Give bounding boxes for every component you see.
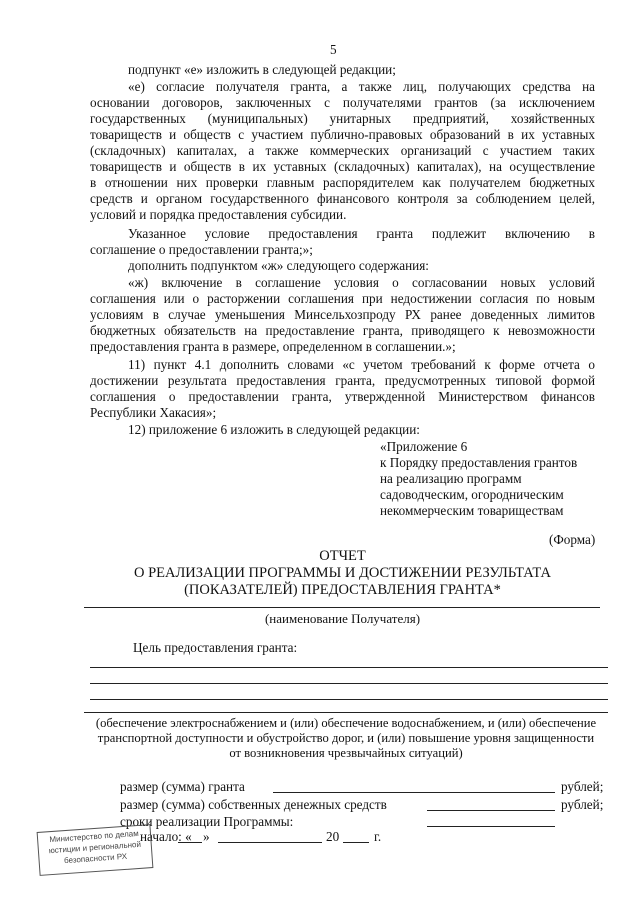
form-label: (Форма) bbox=[549, 532, 596, 547]
grant-amount-input[interactable] bbox=[273, 792, 555, 793]
text-line: Указанное условие предоставления гранта подлежит включению в bbox=[128, 226, 595, 241]
appendix-line: садоводческим, огородническим bbox=[380, 487, 564, 502]
text-line: предоставления гранта в размере, определенном в соглашении.»; bbox=[90, 339, 456, 354]
text-line: товариществ и обществ с участием публично-правовых образований в их уставных bbox=[90, 127, 595, 142]
text-line: соглашения о предоставлении гранта, утвержденной Министерством финансов bbox=[90, 389, 595, 404]
goal-input-line[interactable] bbox=[90, 699, 608, 700]
start-month-input[interactable] bbox=[218, 842, 322, 843]
currency-label: рублей; bbox=[561, 779, 604, 794]
appendix-line: к Порядку предоставления грантов bbox=[380, 455, 578, 470]
recipient-caption: (наименование Получателя) bbox=[264, 611, 421, 626]
start-label: начало: « bbox=[140, 829, 192, 844]
text-line: основании договоров, заключенных с получателями грантов (за исключением bbox=[90, 95, 595, 110]
appendix-line: некоммерческим товариществам bbox=[380, 503, 564, 518]
text-line: средств и органом государственного финансового контроля за соблюдением целей, bbox=[90, 191, 595, 206]
text-line: достижении результата предоставления гранта, предусмотренных типовой формой bbox=[90, 373, 595, 388]
appendix-line: на реализацию программ bbox=[380, 471, 522, 486]
text-line: в отношении них проверки главным распорядителем как получателем бюджетных bbox=[90, 175, 595, 190]
year-prefix: 20 bbox=[326, 829, 340, 844]
text-line: соглашение о предоставлении гранта;»; bbox=[90, 242, 313, 257]
text-line: товариществ и обществ в их уставных (складочных) капиталах), на осуществление bbox=[90, 159, 595, 174]
currency-label: рублей; bbox=[561, 797, 604, 812]
report-title: (ПОКАЗАТЕЛЕЙ) ПРЕДОСТАВЛЕНИЯ ГРАНТА* bbox=[184, 582, 501, 598]
goal-caption: транспортной доступности и обустройство дорог, и (или) повышение уровня защищенности bbox=[97, 731, 595, 745]
goal-input-line[interactable] bbox=[90, 667, 608, 668]
goal-label: Цель предоставления гранта: bbox=[133, 640, 298, 655]
own-funds-input[interactable] bbox=[427, 810, 555, 811]
text-line: Республики Хакасия»; bbox=[90, 405, 217, 420]
report-title: ОТЧЕТ bbox=[319, 548, 366, 564]
goal-caption: от возникновения чрезвычайных ситуаций) bbox=[229, 746, 463, 760]
stamp-line: юстиции и региональной bbox=[48, 839, 142, 856]
text-line: бюджетных обязательств на предоставление гранта, приводящего к невозможности bbox=[90, 323, 595, 338]
terms-input[interactable] bbox=[427, 826, 555, 827]
grant-amount-label: размер (сумма) гранта bbox=[120, 779, 245, 794]
text-line: «е) согласие получателя гранта, а также лиц, получающих средства на bbox=[128, 79, 595, 94]
own-funds-label: размер (сумма) собственных денежных средств bbox=[120, 797, 387, 812]
year-suffix: г. bbox=[374, 829, 382, 844]
text-line: (складочных) капиталах, а также коммерческих организаций с участием таких bbox=[90, 143, 595, 158]
start-day-input[interactable] bbox=[178, 842, 202, 843]
goal-input-line[interactable] bbox=[90, 683, 608, 684]
goal-caption: (обеспечение электроснабжением и (или) обеспечение водоснабжением, и (или) обеспечение bbox=[95, 716, 597, 730]
text-line: 11) пункт 4.1 дополнить словами «с учетом требований к форме отчета о bbox=[128, 357, 595, 372]
text-line: «ж) включение в соглашение условия о согласовании новых условий bbox=[128, 275, 595, 290]
start-year-input[interactable] bbox=[343, 842, 369, 843]
text-line: государственных (муниципальных) унитарных предприятий, хозяйственных bbox=[90, 111, 595, 126]
stamp-line: безопасности РХ bbox=[63, 851, 128, 866]
text-line: дополнить подпунктом «ж» следующего содержания: bbox=[128, 258, 429, 273]
goal-input-line[interactable] bbox=[84, 712, 608, 713]
stamp-line: Министерство по делам bbox=[49, 828, 139, 845]
appendix-line: «Приложение 6 bbox=[380, 439, 468, 454]
report-title: О РЕАЛИЗАЦИИ ПРОГРАММЫ И ДОСТИЖЕНИИ РЕЗУЛЬТАТА bbox=[133, 565, 552, 581]
official-stamp bbox=[37, 824, 154, 876]
text-line: соглашения или о расторжении соглашения при недостижении согласия по новым bbox=[90, 291, 595, 306]
terms-label: сроки реализации Программы: bbox=[120, 814, 294, 829]
text-line: условиям в случае уменьшения Минсельхозпроду РХ ранее доведенных лимитов bbox=[90, 307, 595, 322]
quote-close: » bbox=[203, 829, 210, 844]
page-number: 5 bbox=[330, 42, 337, 57]
text-line: 12) приложение 6 изложить в следующей редакции: bbox=[128, 422, 420, 437]
text-line: подпункт «е» изложить в следующей редакции; bbox=[128, 62, 396, 77]
recipient-name-line[interactable] bbox=[84, 607, 600, 608]
text-line: условий и порядка предоставления субсидии. bbox=[90, 207, 347, 222]
